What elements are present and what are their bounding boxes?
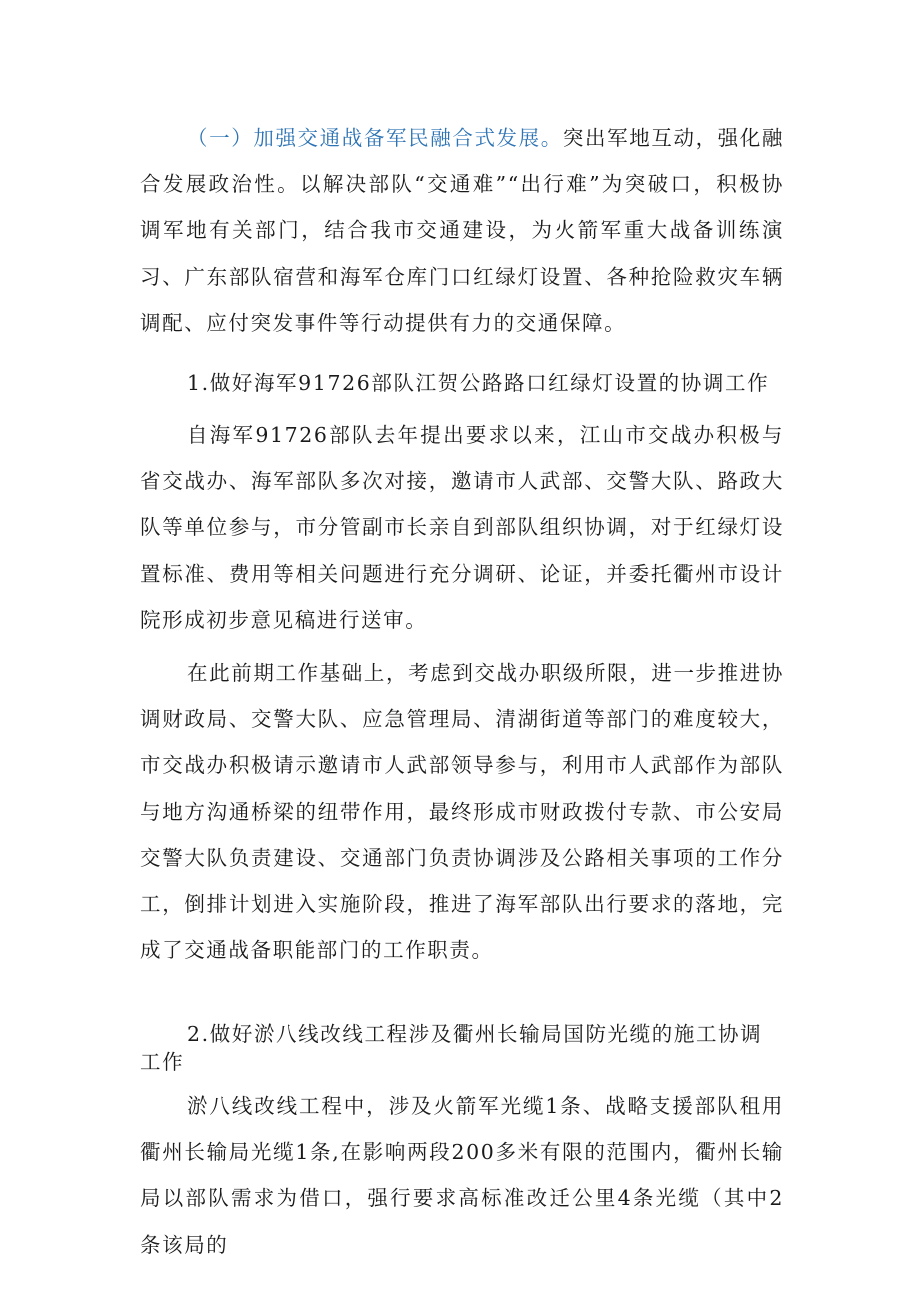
- item2-title: 2.做好淤八线改线工程涉及衢州长输局国防光缆的施工协调工作: [140, 1022, 763, 1074]
- item1-title: 1.做好海军91726部队江贺公路路口红绿灯设置的协调工作: [187, 371, 770, 395]
- item1-paragraph1: 自海军91726部队去年提出要求以来，江山市交战办积极与省交战办、海军部队多次对接，邀请市人武部、交警大队、路政大队等单位参与，市分管副市长亲自到部队组织协调，对于红绿灯设置标准、费用等相关问题进行充分调研、论证，并委托衢州市设计院形成初步意见稿进行送审。: [140, 423, 784, 632]
- item2-paragraph1: 淤八线改线工程中，涉及火箭军光缆1条、战略支援部队租用衢州长输局光缆1条,在影响两段200多米有限的范围内，衢州长输局以部队需求为借口，强行要求高标准改迁公里4条光缆（其中2条该局的: [140, 1094, 784, 1257]
- section-body: 突出军地互动，强化融合发展政治性。以解决部队“交通难”“出行难”为突破口，积极协调军地有关部门，结合我市交通建设，为火箭军重大战备训练演习、广东部队宿营和海军仓库门口红绿灯设置、各种抢险救灾车辆调配、应付突发事件等行动提供有力的交通保障。: [140, 126, 785, 335]
- section-heading: （一）加强交通战备军民融合式发展。: [187, 126, 563, 150]
- item1-paragraph2: 在此前期工作基础上，考虑到交战办职级所限，进一步推进协调财政局、交警大队、应急管理局、清湖街道等部门的难度较大，市交战办积极请示邀请市人武部领导参与，利用市人武部作为部队与地方沟通桥梁的纽带作用，最终形成市财政拨付专款、市公安局交警大队负责建设、交通部门负责协调涉及公路相关事项的工作分工，倒排计划进入实施阶段，推进了海军部队出行要求的落地，完成了交通战备职能部门的工作职责。: [140, 661, 784, 963]
- section-paragraph: [140, 115, 784, 346]
